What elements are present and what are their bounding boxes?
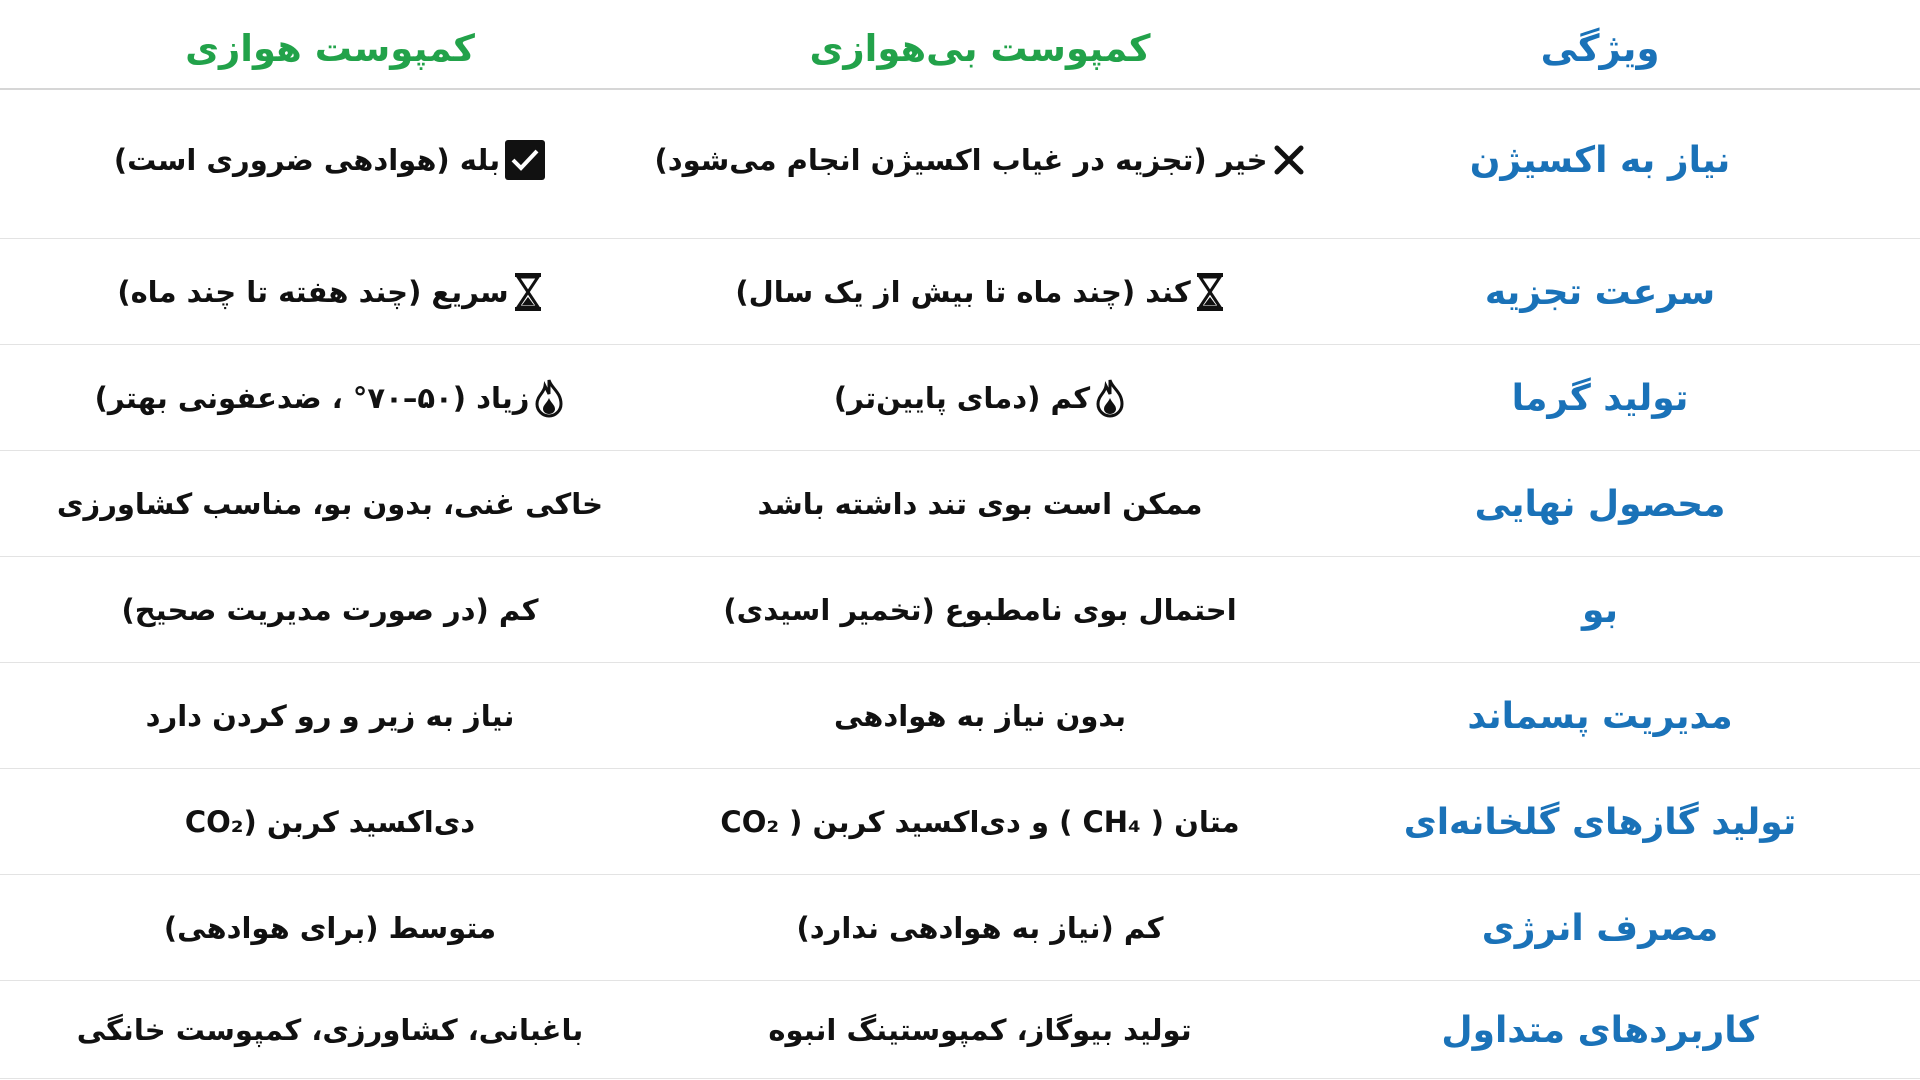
cell-text: سریع (چند هفته تا چند ماه) xyxy=(117,275,509,309)
hourglass-icon xyxy=(513,272,543,312)
row-divider xyxy=(0,556,1920,557)
cell-text: باغبانی، کشاورزی، کمپوست خانگی xyxy=(76,1013,584,1047)
aerobic-cell xyxy=(0,876,660,980)
feature-cell: تولید گرما xyxy=(1511,377,1689,419)
flame-icon xyxy=(533,378,565,418)
feature-cell: تولید گازهای گلخانه‌ای xyxy=(1403,801,1797,843)
row-divider xyxy=(0,450,1920,451)
anaerobic-cell xyxy=(660,452,1300,556)
aerobic-cell xyxy=(0,110,660,210)
column-header-anaerobic: کمپوست بی‌هوازی xyxy=(809,26,1151,70)
cell-text: ممکن است بوی تند داشته باشد xyxy=(757,487,1203,521)
anaerobic-cell xyxy=(660,664,1300,768)
cell-text: کم (دمای پایین‌تر) xyxy=(833,381,1091,415)
anaerobic-cell xyxy=(660,346,1300,450)
row-divider xyxy=(0,874,1920,875)
column-header-feature: ویژگی xyxy=(1540,26,1660,70)
cell-text: بدون نیاز به هوادهی xyxy=(833,699,1127,733)
checkbox-checked-icon xyxy=(504,139,546,181)
anaerobic-cell xyxy=(660,876,1300,980)
aerobic-cell xyxy=(0,452,660,556)
cell-text: دی‌اکسید کربن (CO₂ xyxy=(184,805,476,839)
row-divider xyxy=(0,768,1920,769)
cell-text: کند (چند ماه تا بیش از یک سال) xyxy=(735,275,1191,309)
aerobic-cell xyxy=(0,240,660,344)
feature-cell: بو xyxy=(1581,589,1619,631)
row-divider xyxy=(0,1078,1920,1079)
feature-cell: مصرف انرژی xyxy=(1481,907,1719,949)
feature-cell: کاربردهای متداول xyxy=(1441,1009,1759,1051)
cell-text: کم (در صورت مدیریت صحیح) xyxy=(121,593,539,627)
cell-text: تولید بیوگاز، کمپوستینگ انبوه xyxy=(768,1013,1192,1047)
aerobic-cell xyxy=(0,982,660,1078)
flame-icon xyxy=(1094,378,1126,418)
anaerobic-cell xyxy=(660,558,1300,662)
cell-text: بله (هوادهی ضروری است) xyxy=(113,143,501,177)
cell-text: خیر (تجزیه در غیاب اکسیژن انجام می‌شود) xyxy=(654,143,1268,177)
cell-text: متان ( CH₄ ) و دی‌اکسید کربن ( CO₂ xyxy=(720,805,1240,839)
feature-cell: نیاز به اکسیژن xyxy=(1469,139,1731,181)
anaerobic-cell xyxy=(660,770,1300,874)
cell-text: نیاز به زیر و رو کردن دارد xyxy=(145,699,515,733)
anaerobic-cell xyxy=(660,240,1300,344)
cell-text: کم (نیاز به هوادهی ندارد) xyxy=(796,911,1164,945)
aerobic-cell xyxy=(0,770,660,874)
row-divider xyxy=(0,344,1920,345)
row-divider xyxy=(0,238,1920,239)
anaerobic-cell xyxy=(654,110,1300,210)
cell-text: متوسط (برای هوادهی) xyxy=(163,911,497,945)
row-divider xyxy=(0,980,1920,981)
feature-cell: مدیریت پسماند xyxy=(1467,695,1733,737)
row-divider xyxy=(0,662,1920,663)
header-divider xyxy=(0,88,1920,90)
aerobic-cell xyxy=(0,346,660,450)
cell-text: خاکی غنی، بدون بو، مناسب کشاورزی xyxy=(56,487,604,521)
hourglass-icon xyxy=(1195,272,1225,312)
cell-text: احتمال بوی نامطبوع (تخمیر اسیدی) xyxy=(723,593,1237,627)
column-header-aerobic: کمپوست هوازی xyxy=(185,26,475,70)
anaerobic-cell xyxy=(660,982,1300,1078)
feature-cell: محصول نهایی xyxy=(1474,483,1726,525)
x-mark-icon xyxy=(1272,143,1306,177)
aerobic-cell xyxy=(0,664,660,768)
feature-cell: سرعت تجزیه xyxy=(1484,271,1716,313)
aerobic-cell xyxy=(0,558,660,662)
cell-text: زیاد (۵۰–۷۰° ، ضدعفونی بهتر) xyxy=(94,381,530,415)
